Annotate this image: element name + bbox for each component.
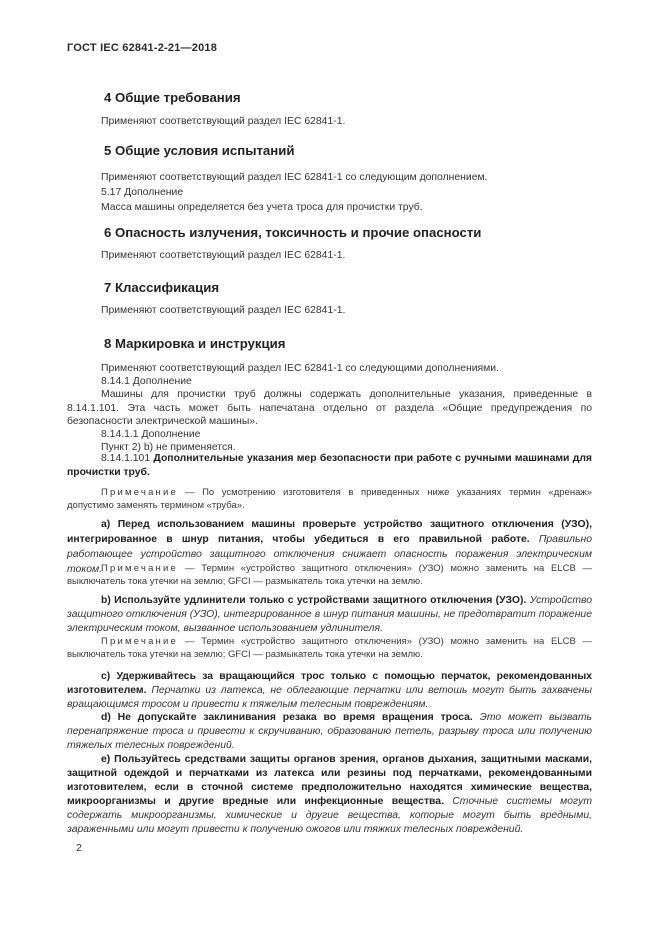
safety-item-e-explanation: Сточные системы могут содержать микроорганизмы, химические и другие вещества, которые могут быть вредными, зараженными или могут привести к получению ожогов или тяжких телесных повреждений. <box>67 796 592 835</box>
section-8-heading: 8 Маркировка и инструкция <box>104 336 286 351</box>
safety-item-b-warning: b) Используйте удлинители только с устройствами защитного отключения (УЗО). <box>101 595 530 606</box>
section-5-body <box>67 170 592 215</box>
safety-item-a-explanation: Правильно работающее устройство защитного отключения снижает опасность поражения электрическим током. <box>67 533 592 575</box>
section-4-paragraph: Применяют соответствующий раздел IEC 62841-1. <box>101 116 346 127</box>
section-5-paragraph: Применяют соответствующий раздел IEC 62841-1 со следующим дополнением. <box>101 172 488 183</box>
safety-item-e-warning: e) Пользуйтесь средствами защиты органов зрения, органов дыхания, защитными масками, защитной одеждой и перчатками из латекса или резины под перчатками, рекомендованными изготовителем, если в сточной системе предположительно находятся химические вещества, микроорганизмы и другие вредные или инфекционные вещества. <box>67 754 592 807</box>
safety-item-d <box>67 711 592 754</box>
section-8-subclause: 8.14.1 Дополнение <box>101 376 192 388</box>
section-7-paragraph: Применяют соответствующий раздел IEC 62841-1. <box>101 305 346 316</box>
safety-item-a-warning: a) Перед использованием машины проверьте устройство защитного отключения (УЗО), интегрированное в шнур питания, чтобы убедиться в его правильной работе. <box>67 519 592 545</box>
section-8-paragraph: Пункт 2) b) не применяется. <box>101 442 236 454</box>
section-7-heading: 7 Классификация <box>104 280 220 295</box>
clause-title: Дополнительные указания мер безопасности при работе с ручными машинами для прочистки труб. <box>67 453 592 479</box>
safety-item-c-explanation: Перчатки из латекса, не облегающие перчатки или ветошь могут быть захвачены вращающимся тросом и привести к тяжелым телесным повреждениям. <box>67 685 592 711</box>
safety-item-b-explanation: Устройство защитного отключения (УЗО), интегрированное в шнур питания машины, не предотвратит поражение электрическим током, вызванное использованием удлинителя. <box>67 595 592 635</box>
section-8-paragraph: Применяют соответствующий раздел IEC 62841-1 со следующими дополнениями. <box>101 363 499 374</box>
running-header: ГОСТ IEC 62841-2-21—2018 <box>67 42 218 54</box>
section-8-subclause: 8.14.1.1 Дополнение <box>101 429 201 441</box>
note-label: Примечание <box>101 487 178 498</box>
section-5-subclause: 5.17 Дополнение <box>101 187 184 198</box>
safety-item-b <box>67 594 592 637</box>
safety-item-c-warning: c) Удерживайтесь за вращающийся трос только с помощью перчаток, рекомендованных изготовителем. <box>67 671 592 697</box>
clause-8-14-1-101-heading <box>67 452 592 480</box>
section-8-body <box>67 362 592 454</box>
note-uzo-terms-1 <box>67 562 592 588</box>
section-8-paragraph: Машины для прочистки труб должны содержать дополнительные указания, приведенные в 8.14.1.101. Эта часть может быть напечатана отдельно от раздела «Общие предупреждения по безопасности электрической машины». <box>67 389 592 427</box>
note-drain-term <box>67 486 592 512</box>
clause-number: 8.14.1.101 <box>101 453 154 464</box>
section-5-paragraph: Масса машины определяется без учета троса для прочистки труб. <box>101 202 423 213</box>
section-6-heading: 6 Опасность излучения, токсичность и прочие опасности <box>104 225 482 240</box>
safety-item-c <box>67 670 592 713</box>
safety-item-e <box>67 753 592 837</box>
note-text: — Термин «устройство защитного отключения» (УЗО) можно заменить на ELCB — выключатель тока утечки на землю; GFCI — размыкатель тока утечки на землю. <box>67 636 592 660</box>
note-label: Примечание <box>101 563 178 574</box>
section-6-paragraph: Применяют соответствующий раздел IEC 62841-1. <box>101 250 346 261</box>
page-number: 2 <box>76 842 82 854</box>
note-uzo-terms-2 <box>67 635 592 661</box>
note-label: Примечание <box>101 636 178 647</box>
safety-item-d-warning: d) Не допускайте заклинивания резака во время вращения троса. <box>101 712 480 723</box>
section-5-heading: 5 Общие условия испытаний <box>104 143 295 158</box>
note-text: — Термин «устройство защитного отключения» (УЗО) можно заменить на ELCB — выключатель тока утечки на землю; GFCI — размыкатель тока утечки на землю. <box>67 563 592 587</box>
safety-item-d-explanation: Это может вызвать перенапряжение троса и привести к скручиванию, образованию петель, разрыву троса или получению тяжелых телесных повреждений. <box>67 712 592 752</box>
note-text: — По усмотрению изготовителя в приведенных ниже указаниях термин «дренаж» допустимо заменять термином «труба». <box>67 487 592 511</box>
section-4-heading: 4 Общие требования <box>104 90 241 105</box>
